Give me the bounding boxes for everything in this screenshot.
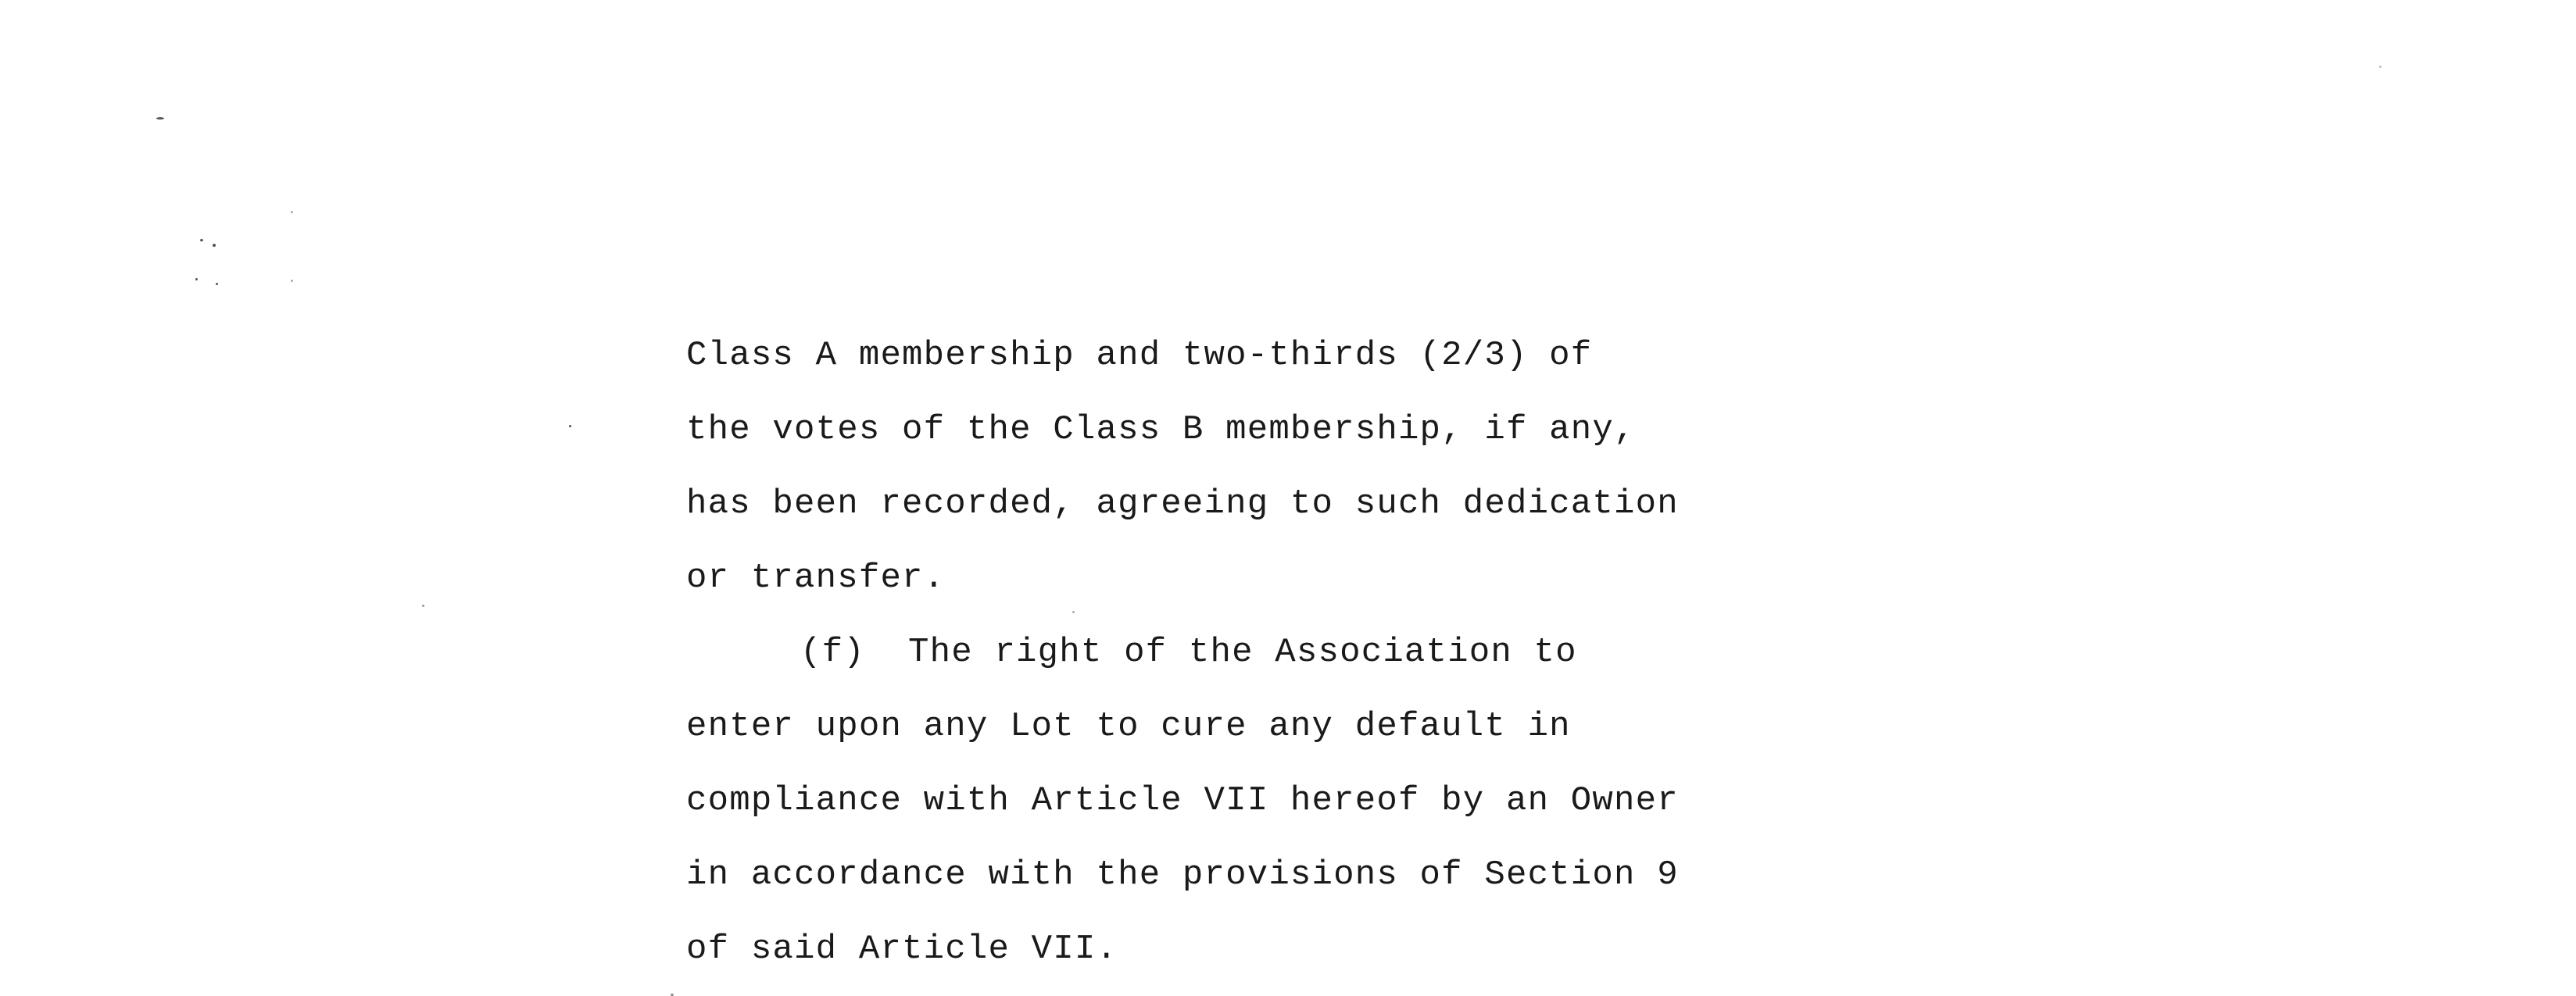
text-line: in accordance with the provisions of Section 9 [686, 855, 1679, 894]
scan-speck [422, 605, 424, 607]
document-body [686, 319, 1780, 987]
text-line: Class A membership and two-thirds (2/3) of [686, 336, 1593, 375]
scan-speck [195, 278, 198, 280]
text-line: the votes of the Class B membership, if any, [686, 410, 1636, 449]
scan-speck [216, 283, 218, 285]
scan-speck [291, 280, 293, 282]
text-line: or transfer. [686, 559, 946, 598]
text-line: compliance with Article VII hereof by an Owner [686, 781, 1679, 820]
scan-speck [569, 425, 571, 427]
text-line: enter upon any Lot to cure any default in [686, 707, 1571, 746]
scan-speck [213, 244, 216, 247]
text-line: of said Article VII. [686, 930, 1118, 969]
scan-speck [156, 117, 164, 120]
scan-speck [2379, 66, 2381, 68]
scan-speck [200, 239, 203, 241]
scan-speck [291, 211, 293, 213]
text-line: has been recorded, agreeing to such dedication [686, 484, 1679, 523]
text-line-paragraph-start: (f) The right of the Association to [800, 633, 1577, 672]
